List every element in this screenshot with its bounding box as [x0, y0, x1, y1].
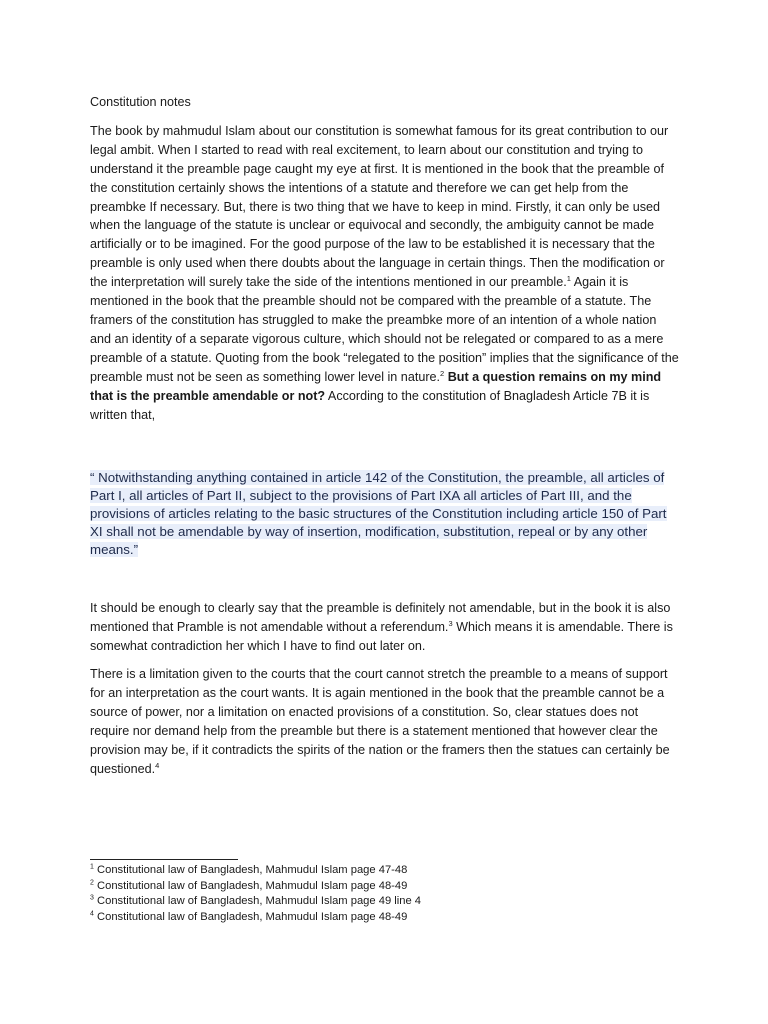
paragraph-1-bold-question: But a question remains on my mind that is the preamble amendable or not?	[90, 369, 662, 403]
footnote-ref-3[interactable]: 3	[448, 619, 453, 629]
footnote-3	[90, 894, 680, 910]
footnote-1-text: Constitutional law of Bangladesh, Mahmudul Islam page 47-48	[93, 864, 408, 876]
footnote-1-number: 1	[90, 863, 94, 871]
footnote-2-text: Constitutional law of Bangladesh, Mahmudul Islam page 48-49	[93, 879, 408, 892]
footnote-ref-2[interactable]: 2	[440, 368, 445, 378]
paragraph-2	[90, 599, 680, 656]
footnote-2-number: 2	[90, 878, 94, 886]
footnote-1	[90, 863, 680, 879]
document-body	[90, 93, 680, 779]
footnotes-section	[90, 859, 680, 925]
footnote-3-number: 3	[90, 894, 94, 902]
quote-text: “ Notwithstanding anything contained in article 142 of the Constitution, the preamble, all articles of Part I, all articles of Part II, subject to the provisions of Part IXA all articles of Part III, and the provisions of articles relating to the basic structures of the Constitution including article 150 of Part XI shall not be amendable by way of insertion, modification, substitution, repeal or by any other means.”	[90, 470, 667, 558]
paragraph-1-text-b: Again it is mentioned in the book that the preamble should not be compared with the preamble of a statute. The framers of the constitution has struggled to make the preambke more of an intention of a whole nation and an identity of a separate vigorous culture, which should not be relegated or compared to as a mere preamble of a statute. Quoting from the book “relegated to the position” implies that the significance of the preamble must not be seen as something lower level in nature.	[90, 275, 679, 384]
paragraph-1	[90, 122, 680, 425]
paragraph-3-text: There is a limitation given to the courts that the court cannot stretch the preamble to a means of support for an interpretation as the court wants. It is again mentioned in the book that the preamble cannot be a source of power, nor a limitation on enacted provisions of a constitution. So, clear statues does not require nor demand help from the preamble but there is a statement mentioned that however clear the provision may be, if it contradicts the spirits of the nation or the framers then the statues can certainly be questioned.	[90, 667, 670, 776]
footnote-ref-1[interactable]: 1	[566, 273, 571, 283]
article-7b-quote	[90, 469, 680, 559]
footnote-ref-4[interactable]: 4	[155, 760, 160, 770]
paragraph-1-text-c: According to the constitution of Bnagladesh Article 7B it is written that,	[90, 388, 650, 422]
paragraph-2-text-a: It should be enough to clearly say that the preamble is definitely not amendable, but in the book it is also mentioned that Pramble is not amendable without a referendum.	[90, 601, 671, 635]
footnote-2	[90, 879, 680, 895]
footnote-4-number: 4	[90, 909, 94, 917]
page-title: Constitution notes	[90, 95, 191, 109]
footnote-4-text: Constitutional law of Bangladesh, Mahmudul Islam page 48-49	[93, 910, 408, 923]
paragraph-2-text-b: Which means it is amendable. There is somewhat contradiction her which I have to find out later on.	[90, 620, 673, 654]
paragraph-1-text-a: The book by mahmudul Islam about our constitution is somewhat famous for its great contribution to our legal ambit. When I started to read with real excitement, to learn about our constitution and trying to understand it the preamble page caught my eye at first. It is mentioned in the book that the preamble of the constitution certainly shows the intentions of a statute and therefore we can get help from the preambke If necessary. But, there is two thing that we have to keep in mind. Firstly, it can only be used when the language of the statute is unclear or equivocal and secondly, the ambiguity cannot be made artificially or to be imagined. For the good purpose of the law to be established it is necessary that the preamble is only used when there doubts about the language in certain things. Then the modification or the interpretation will surely take the side of the intentions mentioned in our preamble.	[90, 123, 669, 290]
footnote-4	[90, 910, 680, 926]
footnote-3-text: Constitutional law of Bangladesh, Mahmudul Islam page 49 line 4	[93, 895, 422, 907]
footnote-separator	[90, 859, 238, 860]
paragraph-3	[90, 665, 680, 778]
